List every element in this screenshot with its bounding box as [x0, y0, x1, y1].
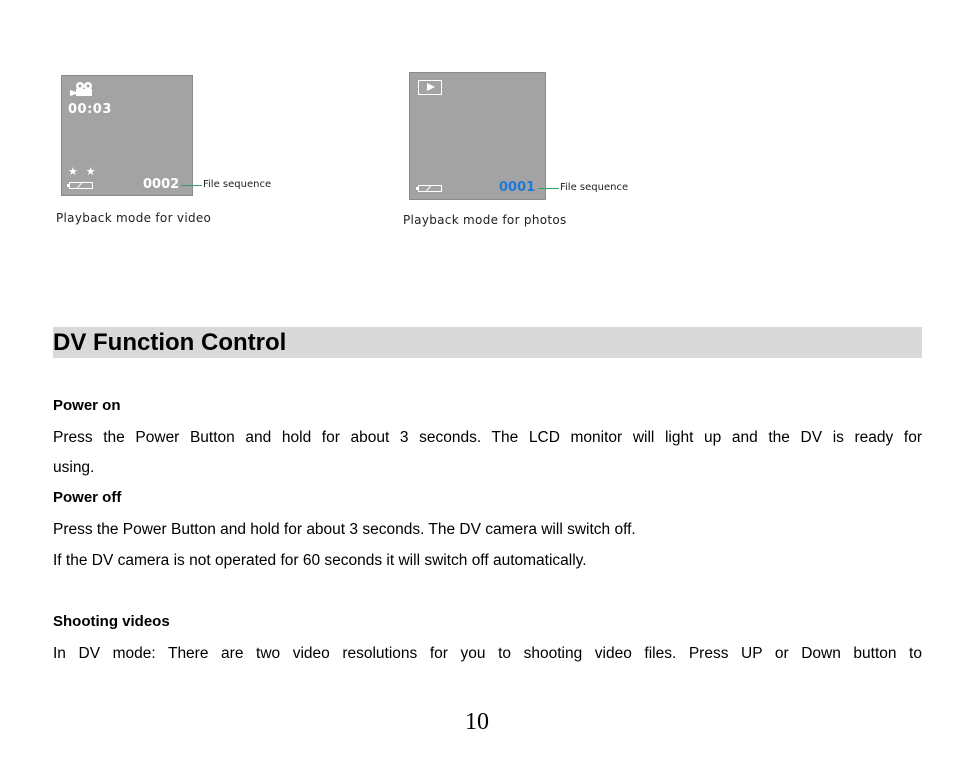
callout-leader-line	[538, 188, 559, 189]
power-on-text-line2: using.	[53, 459, 95, 476]
power-on-heading: Power on	[53, 397, 121, 414]
file-sequence-callout: File sequence	[560, 182, 629, 193]
power-off-heading: Power off	[53, 489, 122, 506]
play-icon	[418, 80, 442, 95]
photo-playback-screen	[409, 72, 546, 200]
power-off-text-line2: If the DV camera is not operated for 60 seconds it will switch off automatically.	[53, 552, 587, 569]
video-playback-screen	[61, 75, 193, 196]
shooting-videos-text-line1: In DV mode: There are two video resolutions for you to shooting video files. Press UP or Down button to	[53, 645, 922, 662]
figure-caption-photo: Playback mode for photos	[403, 213, 567, 227]
file-sequence-number: 0002	[143, 177, 180, 192]
power-off-text-line1: Press the Power Button and hold for about 3 seconds. The DV camera will switch off.	[53, 521, 636, 538]
video-camera-icon	[70, 81, 96, 97]
figure-caption-video: Playback mode for video	[56, 211, 212, 225]
rating-stars: ★ ★	[68, 165, 98, 178]
timecode: 00:03	[68, 102, 112, 117]
section-heading-bar	[53, 327, 922, 358]
file-sequence-callout: File sequence	[203, 179, 272, 190]
page-number: 10	[465, 709, 489, 735]
battery-icon	[69, 182, 93, 189]
shooting-videos-heading: Shooting videos	[53, 613, 170, 630]
section-title: DV Function Control	[53, 329, 287, 356]
callout-leader-line	[181, 185, 202, 186]
battery-icon	[418, 185, 442, 192]
file-sequence-number: 0001	[499, 180, 536, 195]
power-on-text-line1: Press the Power Button and hold for about 3 seconds. The LCD monitor will light up and the DV is ready for	[53, 429, 922, 446]
